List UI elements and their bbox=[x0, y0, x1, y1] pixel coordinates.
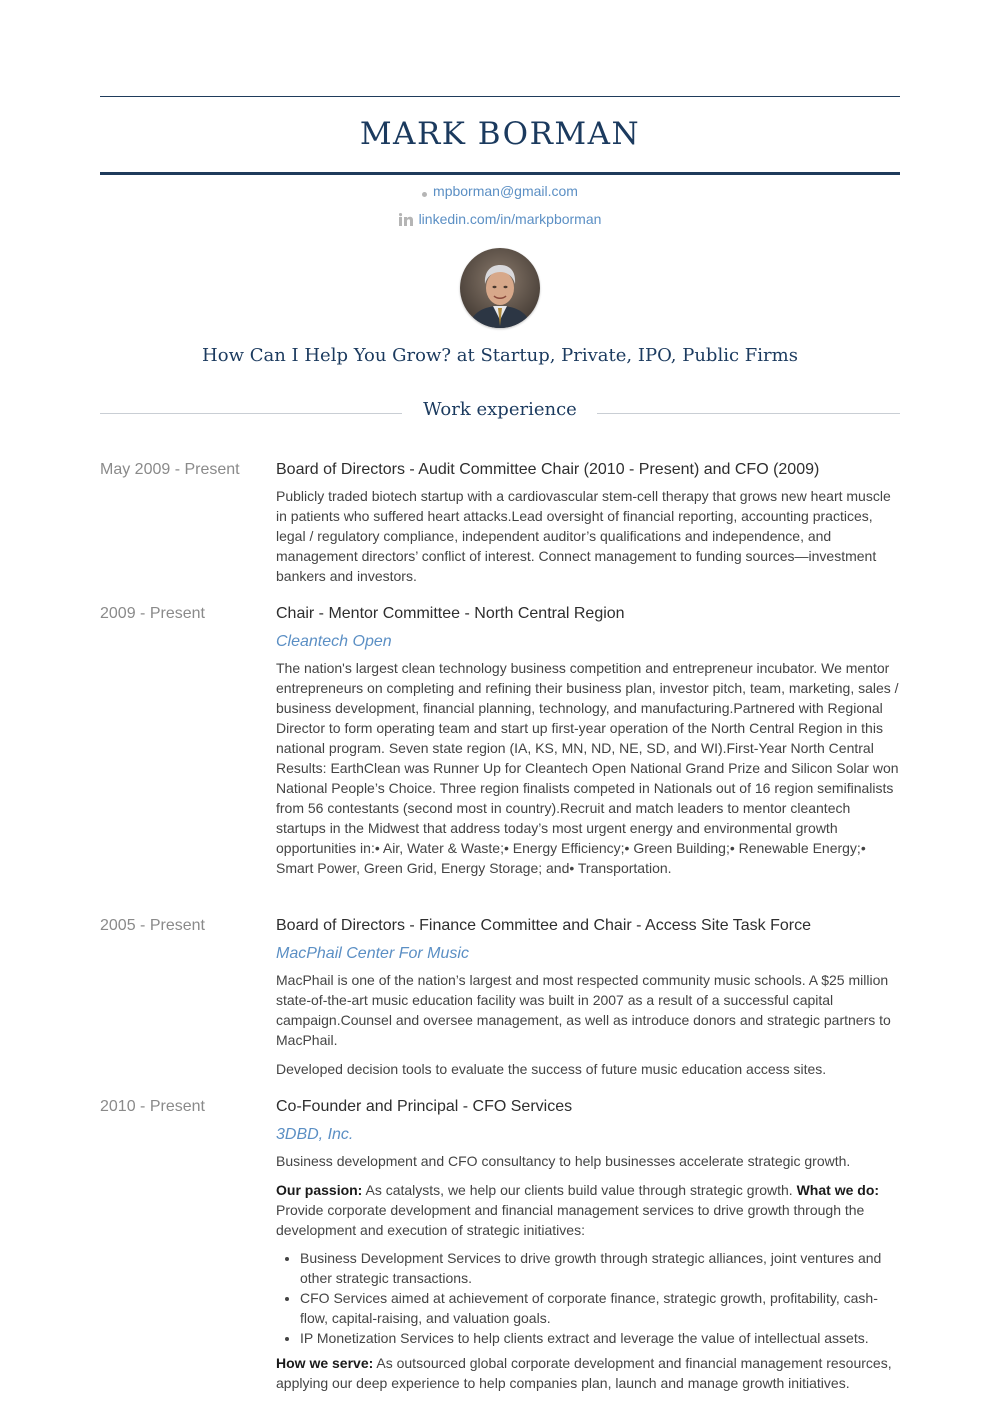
entry-date: 2005 - Present bbox=[100, 917, 205, 934]
entry-role: Co-Founder and Principal - CFO Services bbox=[276, 1098, 573, 1115]
entry-body bbox=[276, 603, 900, 878]
serve-label: How we serve: bbox=[276, 1355, 374, 1371]
passion-text: As catalysts, we help our clients build value through strategic growth. bbox=[362, 1182, 797, 1198]
entry-body bbox=[276, 915, 900, 1079]
section-title: Work experience bbox=[423, 399, 577, 420]
linkedin-icon bbox=[399, 213, 413, 226]
what-we-do-text: Provide corporate development and financial management services to drive growth through the development and execution of strategic initiatives: bbox=[276, 1202, 865, 1238]
linkedin-link[interactable]: linkedin.com/in/markpborman bbox=[418, 211, 602, 227]
entry-description: The nation's largest clean technology business competition and entrepreneur incubator. We mentor entrepreneurs on completing and refining their business plan, investor pitch, team, marketing, sales / business development, financial planning, technology, and manufacturing.Partnered with Regional Director to form operating team and start up first-year operation of the North Central Region in this national program. Seven state region (IA, KS, MN, ND, NE, SD, and WI).First-Year North Central Results: EarthClean was Runner Up for Cleantech Open National Grand Prize and Silicon Solar won National People’s Choice. Three region finalists competed in Nationals out of 16 region semifinalists from 56 contestants (second most in country).Recruit and match leaders to mentor cleantech startups in the Midwest that address today’s most urgent energy and environmental growth opportunities in:• Air, Water & Waste;• Energy Efficiency;• Green Building;• Renewable Energy;• Smart Power, Green Grid, Energy Storage; and• Transportation. bbox=[276, 660, 899, 876]
entry-body bbox=[276, 459, 900, 586]
entry-description: MacPhail is one of the nation’s largest and most respected community music schools. A $25 million state-of-the-art music education facility was built in 2007 as a result of a successful capital campaign.Counsel and oversee management, as well as introduce donors and strategic partners to MacPhail. bbox=[276, 972, 891, 1048]
entry-role: Board of Directors - Finance Committee and Chair - Access Site Task Force bbox=[276, 917, 812, 934]
serve-text: As outsourced global corporate development and financial management resources, applying our deep experience to help companies plan, launch and manage growth initiatives. bbox=[276, 1355, 892, 1391]
email-bullet-icon bbox=[422, 192, 427, 197]
entry-role: Chair - Mentor Committee - North Central Region bbox=[276, 605, 625, 622]
name-divider bbox=[100, 172, 900, 175]
entry-organization: MacPhail Center For Music bbox=[276, 945, 469, 962]
top-divider bbox=[100, 96, 900, 97]
entry-date: 2010 - Present bbox=[100, 1098, 205, 1115]
avatar bbox=[460, 248, 540, 328]
candidate-name: MARK BORMAN bbox=[359, 116, 641, 152]
work-experience-heading bbox=[100, 396, 900, 424]
entry-description: Developed decision tools to evaluate the success of future music education access sites. bbox=[276, 1061, 827, 1077]
entry-date: 2009 - Present bbox=[100, 605, 205, 622]
entry-passion-paragraph bbox=[276, 1180, 900, 1240]
entry-organization: 3DBD, Inc. bbox=[276, 1126, 354, 1143]
email-link[interactable]: mpborman@gmail.com bbox=[433, 183, 578, 199]
list-item: • Business Development Services to drive growth through strategic alliances, joint ventures and other strategic transactions. bbox=[300, 1248, 900, 1288]
list-item: • CFO Services aimed at achievement of corporate finance, strategic growth, profitability, cash-flow, capital-raising, and valuation goals. bbox=[300, 1288, 900, 1328]
passion-label: Our passion: bbox=[276, 1182, 363, 1198]
entry-date: May 2009 - Present bbox=[100, 461, 240, 478]
list-item: • IP Monetization Services to help clients extract and leverage the value of intellectual assets. bbox=[300, 1328, 900, 1348]
what-we-do-label: What we do: bbox=[796, 1182, 880, 1198]
entry-intro: Business development and CFO consultancy to help businesses accelerate strategic growth. bbox=[276, 1153, 851, 1169]
services-list bbox=[276, 1248, 900, 1348]
entry-body bbox=[276, 1096, 900, 1393]
contact-email-row bbox=[100, 181, 900, 201]
entry-organization: Cleantech Open bbox=[276, 633, 392, 650]
contact-linkedin-row bbox=[100, 209, 900, 229]
entry-serve-paragraph bbox=[276, 1353, 900, 1393]
entry-description: Publicly traded biotech startup with a cardiovascular stem-cell therapy that grows new heart muscle in patients who suffered heart attacks.Lead oversight of financial reporting, accounting practices, legal / regulatory compliance, independent auditor’s qualifications and independence, and management directors’ conflict of interest. Connect management to funding sources—investment bankers and investors. bbox=[276, 488, 891, 584]
section-divider-right bbox=[597, 413, 900, 414]
headline: How Can I Help You Grow? at Startup, Private, IPO, Public Firms bbox=[202, 345, 798, 366]
entry-role: Board of Directors - Audit Committee Chair (2010 - Present) and CFO (2009) bbox=[276, 461, 820, 478]
profile-photo bbox=[460, 248, 540, 328]
